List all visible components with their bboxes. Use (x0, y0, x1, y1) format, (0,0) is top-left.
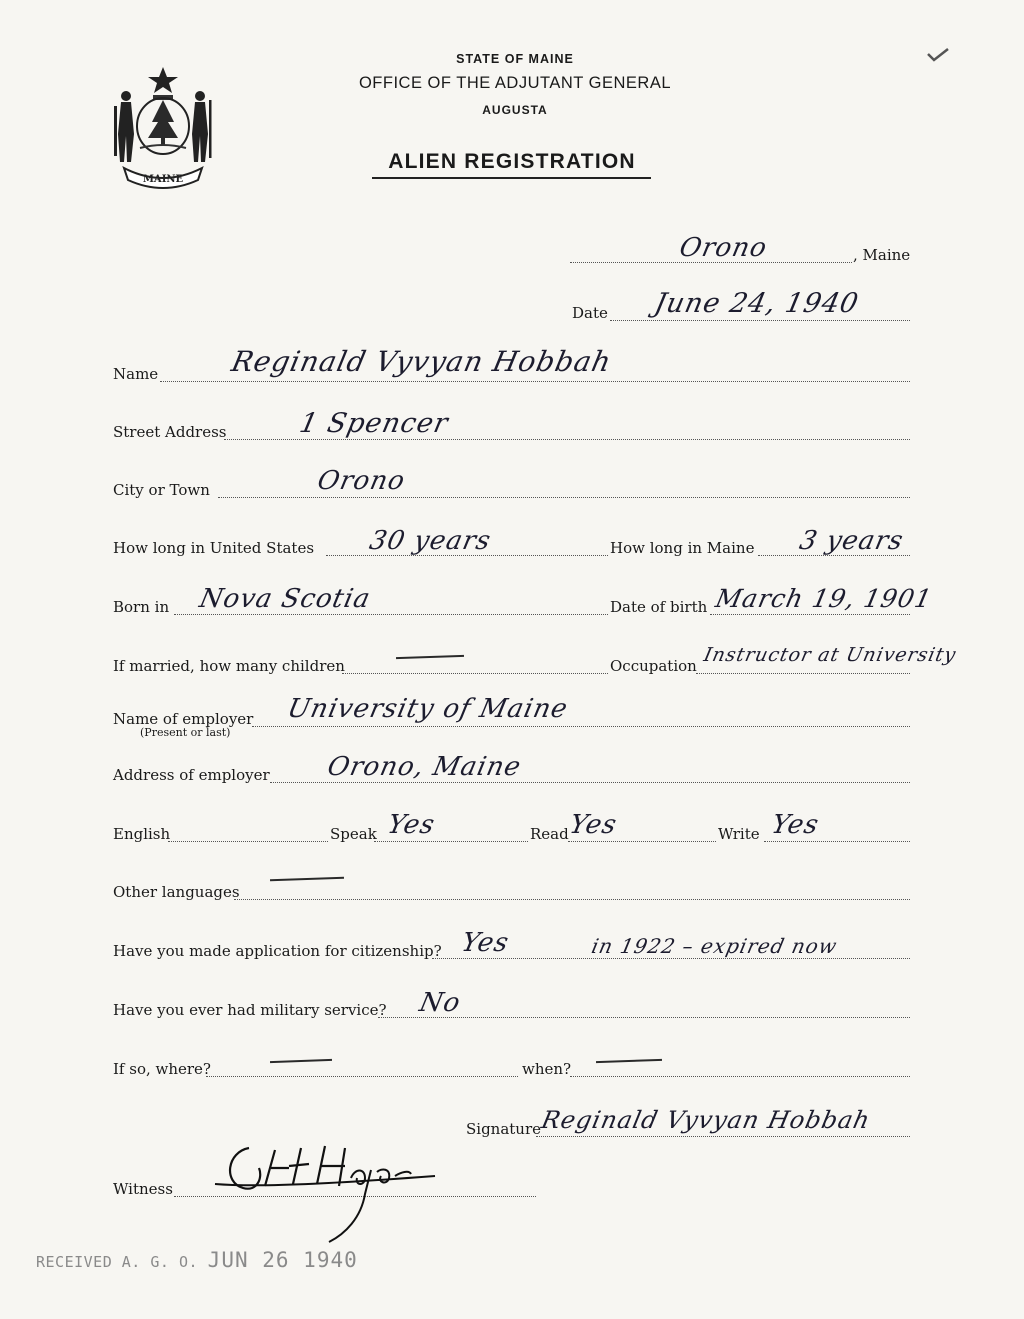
name-label: Name (113, 365, 159, 383)
other-languages-line (234, 899, 910, 900)
employer-address-label: Address of employer (113, 766, 270, 784)
witness-signature (205, 1138, 445, 1248)
occupation-line (696, 673, 910, 674)
dob-label: Date of birth (610, 598, 708, 616)
occupation-value: Instructor at University (701, 644, 959, 666)
citizenship-label: Have you made application for citizenship? (113, 942, 442, 960)
children-label: If married, how many children (113, 657, 345, 675)
employer-address-line (270, 782, 910, 783)
occupation-label: Occupation (610, 657, 697, 675)
born-in-label: Born in (113, 598, 170, 616)
us-duration-label: How long in United States (113, 539, 315, 557)
born-in-value: Nova Scotia (196, 584, 374, 614)
children-line (342, 673, 608, 674)
check-mark-icon (926, 46, 950, 64)
when-label: when? (522, 1060, 572, 1078)
header-office: OFFICE OF THE ADJUTANT GENERAL (358, 74, 672, 92)
write-label: Write (718, 825, 760, 843)
city-value: Orono (314, 466, 408, 496)
city-label: City or Town (113, 481, 210, 499)
read-label: Read (530, 825, 569, 843)
received-stamp-date: JUN 26 1940 (207, 1248, 358, 1272)
header-state: STATE OF MAINE (456, 52, 574, 66)
dob-line (710, 614, 910, 615)
us-duration-value: 30 years (366, 526, 494, 556)
name-line (160, 381, 910, 382)
town-suffix: , Maine (853, 246, 911, 264)
write-value: Yes (768, 810, 822, 840)
signature-value: Reginald Vyvyan Hobbah (539, 1106, 874, 1134)
street-label: Street Address (113, 423, 227, 441)
maine-duration-value: 3 years (796, 526, 907, 556)
date-label: Date (572, 304, 608, 322)
children-dash (396, 655, 464, 659)
name-value: Reginald Vyvyan Hobbah (228, 345, 615, 378)
employer-sublabel: (Present or last) (140, 726, 231, 739)
employer-label: Name of employer (113, 710, 254, 728)
received-stamp (36, 1248, 358, 1272)
military-line (378, 1017, 910, 1018)
citizenship-note: in 1922 – expired now (589, 934, 840, 958)
received-stamp-label: RECEIVED A. G. O. (36, 1253, 199, 1271)
header-city: AUGUSTA (482, 103, 548, 117)
employer-address-value: Orono, Maine (324, 752, 525, 782)
town-value: Orono (676, 233, 770, 263)
signature-line (536, 1136, 910, 1137)
seal-banner-text: MAINE (142, 174, 184, 185)
where-dash (270, 1059, 332, 1063)
citizenship-value: Yes (458, 928, 512, 958)
read-line (568, 841, 716, 842)
form-title: ALIEN REGISTRATION (388, 150, 636, 173)
speak-line (374, 841, 528, 842)
citizenship-line (432, 958, 910, 959)
maine-state-seal-icon (112, 64, 214, 192)
speak-label: Speak (330, 825, 377, 843)
military-value: No (416, 988, 464, 1018)
city-line (218, 497, 910, 498)
title-underline (372, 177, 651, 179)
read-value: Yes (566, 810, 620, 840)
date-value: June 24, 1940 (651, 288, 862, 319)
other-languages-label: Other languages (113, 883, 240, 901)
born-in-line (174, 614, 608, 615)
where-label: If so, where? (113, 1060, 211, 1078)
signature-label: Signature (466, 1120, 542, 1138)
maine-duration-label: How long in Maine (610, 539, 755, 557)
employer-value: University of Maine (284, 694, 571, 724)
witness-label: Witness (113, 1180, 173, 1198)
english-label: English (113, 825, 171, 843)
english-line (168, 841, 328, 842)
military-label: Have you ever had military service? (113, 1001, 387, 1019)
when-dash (596, 1059, 662, 1063)
dob-value: March 19, 1901 (712, 584, 935, 613)
other-languages-dash (270, 877, 344, 882)
where-line (206, 1076, 518, 1077)
street-line (224, 439, 910, 440)
employer-line (252, 726, 910, 727)
when-line (570, 1076, 910, 1077)
write-line (764, 841, 910, 842)
date-line (610, 320, 910, 321)
street-value: 1 Spencer (296, 408, 452, 439)
speak-value: Yes (384, 810, 438, 840)
